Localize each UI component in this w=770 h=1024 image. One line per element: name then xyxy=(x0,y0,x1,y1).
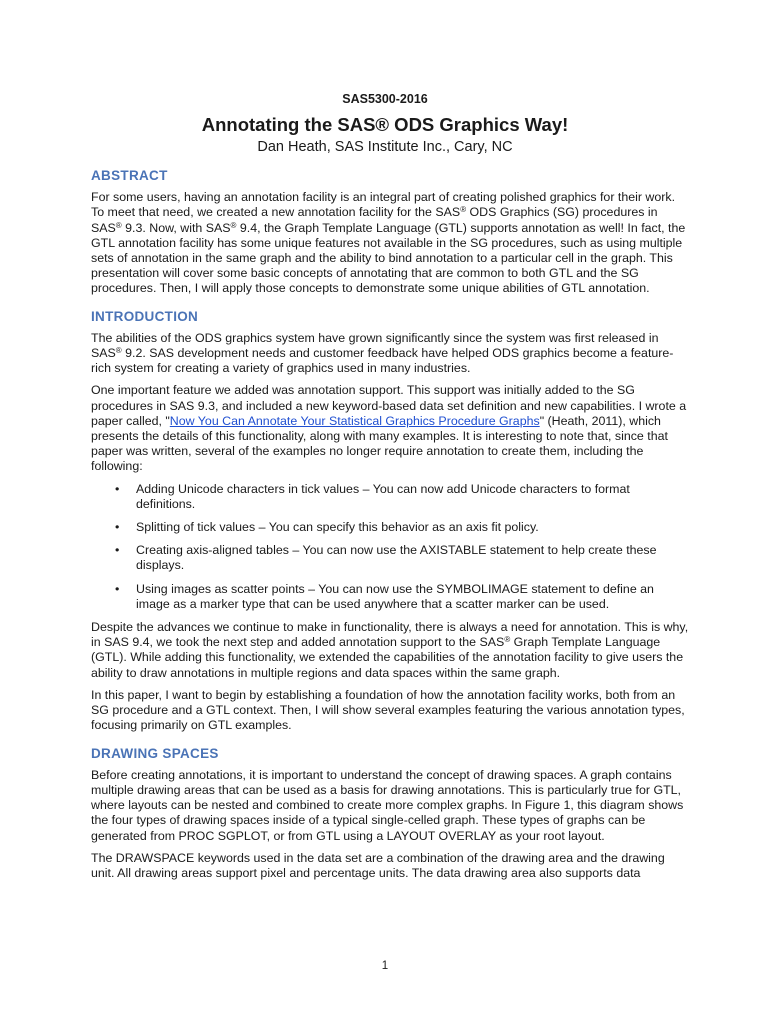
registered-mark: ® xyxy=(504,635,511,645)
reference-link[interactable]: Now You Can Annotate Your Statistical Graphics Procedure Graphs xyxy=(169,413,540,428)
drawing-spaces-section xyxy=(91,746,689,882)
list-item: • Creating axis-aligned tables – You can now use the AXISTABLE statement to help create these displays. xyxy=(115,543,657,573)
drawing-spaces-heading: DRAWING SPACES xyxy=(91,745,219,761)
registered-mark: ® xyxy=(115,220,122,230)
drawing-spaces-paragraph-2: The DRAWSPACE keywords used in the data set are a combination of the drawing area and the drawing unit. All drawing areas support pixel and percentage units. The data drawing area also supports data xyxy=(91,850,665,880)
list-item: • Using images as scatter points – You can now use the SYMBOLIMAGE statement to define an image as a marker type that can be used anywhere that a scatter marker can be used. xyxy=(115,581,654,611)
registered-mark: ® xyxy=(460,205,467,215)
list-item: • Adding Unicode characters in tick values – You can now add Unicode characters to format definitions. xyxy=(115,481,630,511)
registered-mark: ® xyxy=(230,220,237,230)
feature-list xyxy=(91,482,689,612)
registered-mark: ® xyxy=(115,346,122,356)
introduction-heading: INTRODUCTION xyxy=(91,308,199,324)
bullet-icon: • xyxy=(115,581,120,596)
abstract-section xyxy=(91,168,689,297)
abstract-heading: ABSTRACT xyxy=(91,168,168,183)
paper-title: Annotating the SAS® ODS Graphics Way! xyxy=(201,114,569,135)
abstract-paragraph: For some users, having an annotation facility is an integral part of creating polished graphics for their work. To meet that need, we created a new annotation facility for the SAS® ODS Graphics (SG) procedures in SAS® 9.3. Now, with SAS® 9.4, the Graph Template Language (GTL) supports annotation as well! In fact, the GTL annotation facility has some unique features not available in the SG procedures, such as using multiple sets of annotation in the same graph and the ability to bind annotation to a particular cell in the graph. This presentation will cover some basic concepts of annotating that are common to both GTL and the SG procedures. Then, I will apply those concepts to demonstrate some unique abilities of GTL annotation. xyxy=(91,190,686,296)
body-content xyxy=(91,168,689,888)
intro-paragraph-4: In this paper, I want to begin by establishing a foundation of how the annotation facility works, both from an SG procedure and a GTL context. Then, I will show several examples featuring the various annotation types, focusing primarily on GTL examples. xyxy=(91,687,685,733)
intro-paragraph-1: The abilities of the ODS graphics system have grown significantly since the system was first released in SAS® 9.2. SAS development needs and customer feedback have helped ODS graphics become a feature-rich system for creating a variety of graphics used in many industries. xyxy=(91,330,674,376)
list-item: • Splitting of tick values – You can specify this behavior as an axis fit policy. xyxy=(115,520,539,535)
page-number: 1 xyxy=(381,960,389,972)
introduction-section xyxy=(91,309,689,734)
author-line: Dan Heath, SAS Institute Inc., Cary, NC xyxy=(257,139,513,155)
bullet-icon: • xyxy=(115,481,120,496)
bullet-icon: • xyxy=(115,520,120,535)
drawing-spaces-paragraph-1: Before creating annotations, it is important to understand the concept of drawing spaces. A graph contains multiple drawing areas that can be used as a basis for drawing annotations. This is particularly true for GTL, where layouts can be nested and combined to create more complex graphs. In Figure 1, this diagram shows the four types of drawing spaces inside of a typical single-celled graph. These types of graphs can be generated from PROC SGPLOT, or from GTL using a LAYOUT OVERLAY as your root layout. xyxy=(91,767,684,843)
intro-paragraph-2: One important feature we added was annotation support. This support was initially added to the SG procedures in SAS 9.3, and included a new keyword-based data set definition and new capabilities. I wrote a paper called, "Now You Can Annotate Your Statistical Graphics Procedure Graphs" (Heath, 2011), which presents the details of this functionality, along with many examples. It is interesting to note that, since that paper was written, several of the examples no longer require annotation to create them, including the following: xyxy=(91,383,687,474)
paper-id: SAS5300-2016 xyxy=(342,92,428,106)
intro-paragraph-3: Despite the advances we continue to make in functionality, there is always a need for annotation. This is why, in SAS 9.4, we took the next step and added annotation support to the SAS® Graph Template Language (GTL). While adding this functionality, we extended the capabilities of the annotation facility to give users the ability to draw annotations in multiple regions and data spaces within the same graph. xyxy=(91,620,689,680)
bullet-icon: • xyxy=(115,543,120,558)
